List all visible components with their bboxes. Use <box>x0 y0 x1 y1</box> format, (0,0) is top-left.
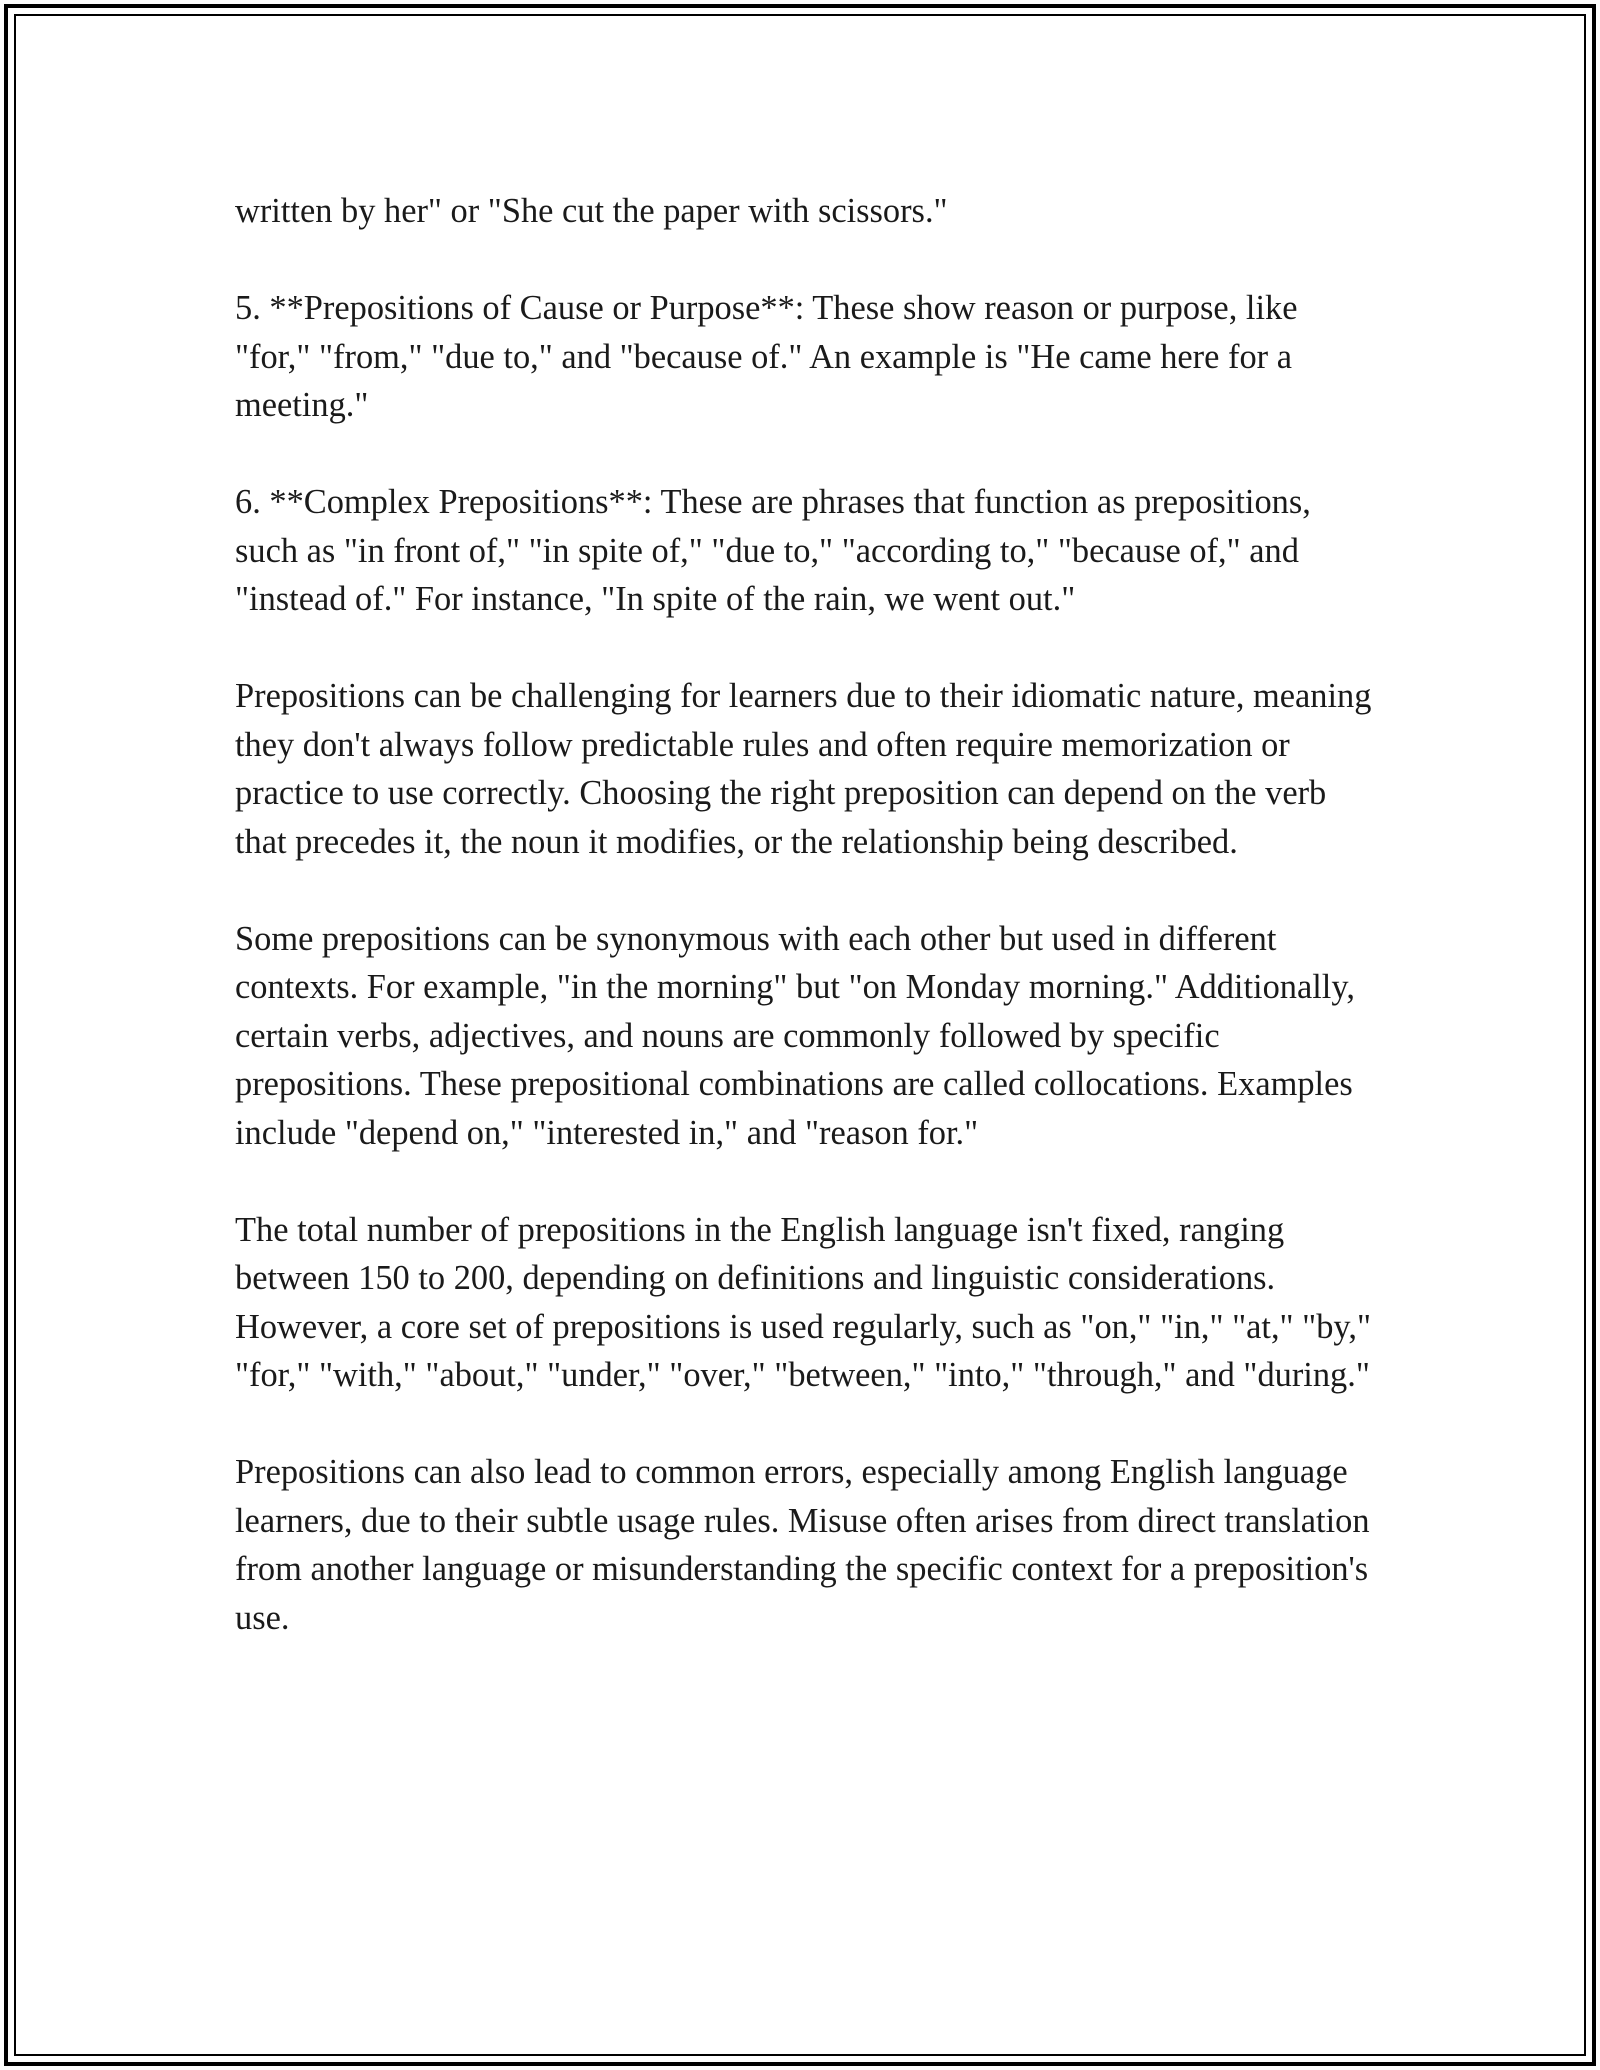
paragraph-complex-prepositions: 6. **Complex Prepositions**: These are phrases that function as prepositions, such as "in front of," "in spite of," "due to," "according to," "because of," and "instead of." For instance, "In spite of the rain, we went out." <box>235 483 1311 618</box>
paragraph-learner-challenges: Prepositions can be challenging for learners due to their idiomatic nature, meaning they don't always follow predictable rules and often require memorization or practice to use correctly. Choosing the right preposition can depend on the verb that precedes it, the noun it modifies, or the relationship being described. <box>235 677 1372 861</box>
paragraph-continuation: written by her" or "She cut the paper with scissors." <box>235 192 948 230</box>
paragraph-preposition-count: The total number of prepositions in the English language isn't fixed, ranging between 150 to 200, depending on definitions and linguistic considerations. However, a core set of prepositions is used regularly, such as "on," "in," "at," "by," "for," "with," "about," "under," "over," "between," "into," "through," and "during." <box>235 1210 1372 1394</box>
paragraph-common-errors: Prepositions can also lead to common errors, especially among English language learners, due to their subtle usage rules. Misuse often arises from direct translation from another language or misunderstanding the specific context for a preposition's use. <box>235 1453 1370 1637</box>
paragraph-cause-purpose: 5. **Prepositions of Cause or Purpose**: These show reason or purpose, like "for," "from," "due to," and "because of." An example is "He came here for a meeting." <box>235 289 1298 424</box>
document-body <box>235 187 1375 1642</box>
paragraph-collocations: Some prepositions can be synonymous with each other but used in different contexts. For example, "in the morning" but "on Monday morning." Additionally, certain verbs, adjectives, and nouns are commonly followed by specific prepositions. These prepositional combinations are called collocations. Examples include "depend on," "interested in," and "reason for." <box>235 919 1355 1152</box>
